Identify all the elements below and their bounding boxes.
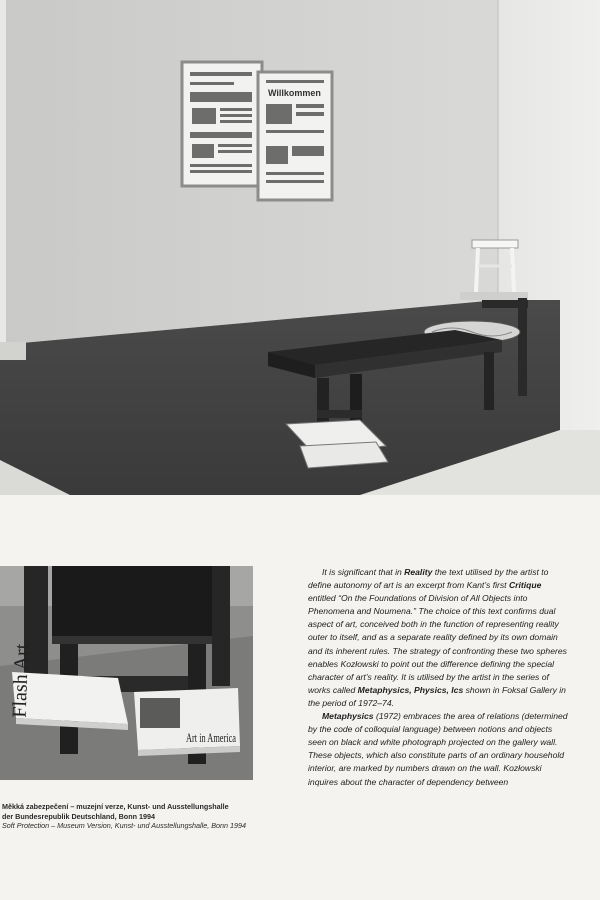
text-run: It is significant that in — [322, 567, 405, 577]
text-run: (1972) embraces the area of relations (determined by the code of colloquial language) between notions and objects seen on black and white photograph projected on the gallery wall. These objects, which also constitute parts of an ordinary household interior, are marked by numbers drawn on the wall. Kozłowski inquires about the character of dependency between — [308, 711, 568, 787]
text-run: the text utilised by the artist to define autonomy of art is an excerpt from Kant’s first — [308, 567, 549, 591]
emphasized-term: Metaphysics, Physics, Ics — [357, 684, 464, 695]
text-run: shown in Foksal Gallery in the period of 1972–74. — [308, 684, 566, 708]
emphasized-term: Metaphysics — [322, 711, 374, 722]
article-paragraph-2 — [308, 710, 570, 789]
frame-headline: Willkommen — [268, 88, 321, 98]
art-in-america-cover: Art in America — [186, 730, 237, 745]
detail-photo — [0, 566, 253, 780]
article-body — [308, 566, 570, 789]
photo-caption — [2, 802, 292, 831]
flash-art-cover: Flash Art — [8, 643, 34, 719]
newspaper-frames — [182, 62, 332, 200]
text-run: entitled “On the Foundations of Division of All Objects into Phenomena and Noumena.” The choice of this text confirms dual aspect of art, conceived both in the function of representing reality outer to itself, and as a separate reality defined by its own domain and its inherent rules. The strategy of confronting these two spheres enables Kozłowski to point out the difference defining the special character of art’s reality. It is utilised by the artist in the series of works called — [308, 593, 567, 695]
caption-czech-line2: der Bundesrepublik Deutschland, Bonn 1994 — [2, 811, 155, 821]
caption-czech-line1: Měkká zabezpečení – muzejní verze, Kunst- und Ausstellungshalle — [2, 802, 229, 811]
caption-english: Soft Protection – Museum Version, Kunst- und Ausstellungshalle, Bonn 1994 — [2, 821, 246, 831]
article-paragraph-1 — [308, 566, 570, 710]
emphasized-term: Reality — [404, 567, 433, 577]
detail-photo-drawing — [0, 566, 253, 780]
emphasized-term: Critique — [508, 580, 542, 591]
